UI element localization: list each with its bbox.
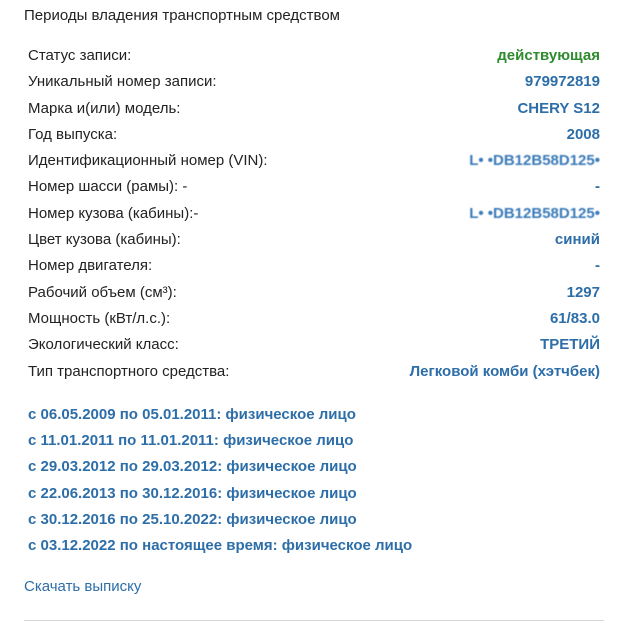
bottom-divider — [24, 620, 604, 621]
vehicle-type-value: Легковой комби (хэтчбек) — [409, 362, 600, 380]
detail-row-eco-class — [28, 332, 600, 358]
detail-row-year — [28, 122, 600, 148]
engine-value: - — [595, 257, 600, 275]
detail-label: Идентификационный номер (VIN): — [28, 152, 268, 170]
vehicle-details — [28, 43, 600, 385]
detail-label: Уникальный номер записи: — [28, 73, 217, 91]
detail-row-color — [28, 227, 600, 253]
detail-label: Тип транспортного средства: — [28, 362, 230, 380]
download-extract-link[interactable]: Скачать выписку — [24, 578, 142, 595]
detail-label: Рабочий объем (см³): — [28, 283, 177, 301]
detail-row-body-number — [28, 201, 600, 227]
detail-label: Номер кузова (кабины):- — [28, 204, 199, 222]
detail-row-vehicle-type — [28, 359, 600, 385]
ownership-period-link[interactable]: с 03.12.2022 по настоящее время: физическое лицо — [28, 536, 413, 554]
ownership-period-link[interactable]: с 22.06.2013 по 30.12.2016: физическое лицо — [28, 484, 357, 502]
detail-label: Цвет кузова (кабины): — [28, 231, 181, 249]
color-value: синий — [554, 231, 600, 249]
detail-row-engine — [28, 253, 600, 279]
body-number-value: L• •DB12B58D125• — [469, 204, 600, 222]
detail-label: Статус записи: — [28, 47, 132, 64]
detail-label: Мощность (кВт/л.с.): — [28, 309, 171, 327]
displacement-value: 1297 — [566, 283, 600, 301]
ownership-periods-list — [28, 402, 588, 559]
detail-row-model — [28, 96, 600, 122]
detail-row-status — [28, 43, 600, 69]
status-value: действующая — [497, 47, 600, 64]
detail-label: Экологический класс: — [28, 336, 179, 354]
year-value: 2008 — [566, 125, 600, 143]
detail-label: Номер двигателя: — [28, 257, 153, 275]
detail-label: Год выпуска: — [28, 125, 118, 143]
detail-row-displacement — [28, 280, 600, 306]
power-value: 61/83.0 — [549, 309, 600, 327]
ownership-period-link[interactable]: с 06.05.2009 по 05.01.2011: физическое лицо — [28, 406, 356, 423]
model-value: CHERY S12 — [517, 99, 600, 117]
eco-class-value: ТРЕТИЙ — [540, 336, 600, 354]
detail-row-power — [28, 306, 600, 332]
vin-value: L• •DB12B58D125• — [469, 152, 600, 170]
detail-row-chassis — [28, 174, 600, 200]
ownership-period-link[interactable]: с 30.12.2016 по 25.10.2022: физическое лицо — [28, 510, 357, 528]
detail-row-vin — [28, 148, 600, 174]
ownership-period-link[interactable]: с 11.01.2011 по 11.01.2011: физическое лицо — [28, 432, 354, 450]
detail-label: Марка и(или) модель: — [28, 99, 181, 117]
record-number-value: 979972819 — [524, 73, 600, 91]
detail-label: Номер шасси (рамы): - — [28, 178, 188, 196]
chassis-value: - — [595, 178, 600, 196]
detail-row-record-number — [28, 69, 600, 95]
ownership-period-link[interactable]: с 29.03.2012 по 29.03.2012: физическое лицо — [28, 458, 357, 476]
section-title: Периоды владения транспортным средством — [24, 7, 340, 24]
